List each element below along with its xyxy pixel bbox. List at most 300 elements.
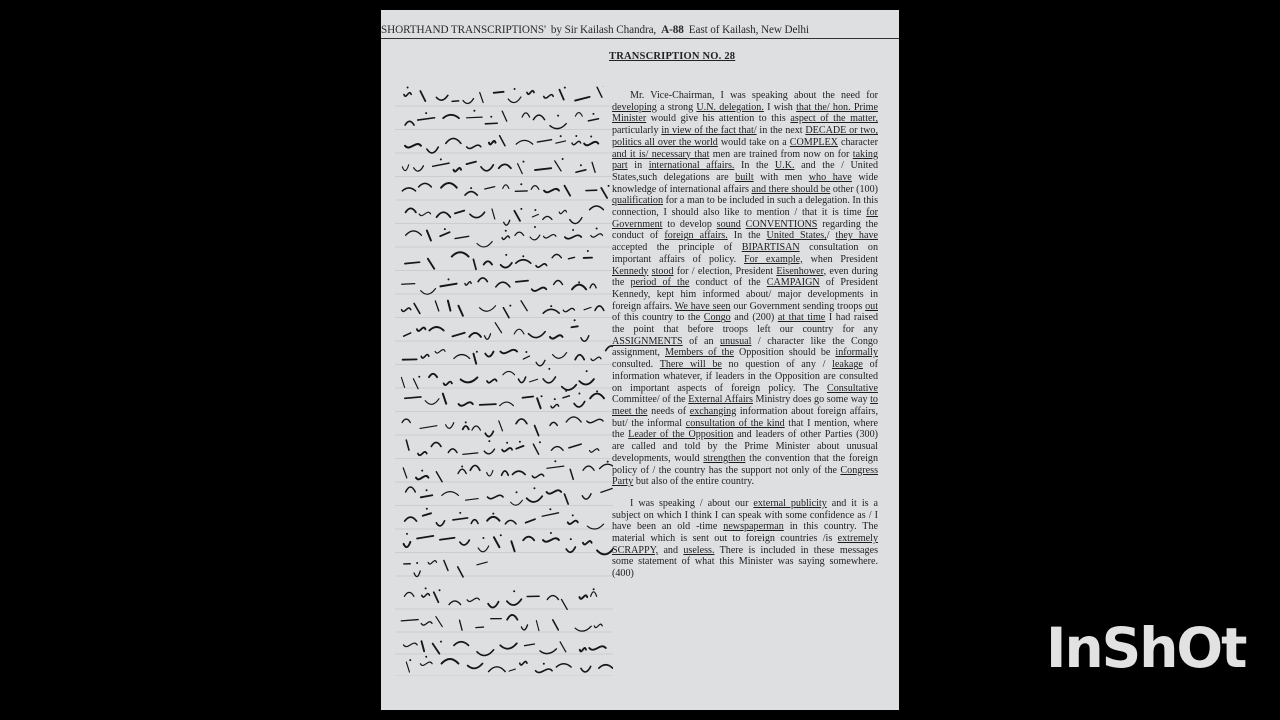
shorthand-stroke <box>516 260 531 263</box>
shorthand-dot <box>578 392 580 394</box>
shorthand-dot <box>490 116 492 118</box>
shorthand-stroke <box>500 643 516 648</box>
shorthand-stroke <box>423 513 431 515</box>
shorthand-stroke <box>523 356 529 359</box>
underlined-phrase: Leader of the Opposition <box>628 429 734 441</box>
shorthand-stroke <box>417 328 426 331</box>
underlined-phrase: and there should be <box>751 183 831 195</box>
shorthand-stroke <box>590 206 604 210</box>
shorthand-stroke <box>595 306 604 310</box>
underlined-phrase: DECADE or two, <box>805 125 878 137</box>
shorthand-stroke <box>587 419 603 422</box>
shorthand-stroke <box>566 417 581 422</box>
text-run: particularly <box>612 125 662 137</box>
shorthand-stroke <box>507 599 521 605</box>
shorthand-stroke <box>514 211 520 221</box>
shorthand-dot <box>543 663 545 665</box>
shorthand-stroke <box>402 188 415 191</box>
shorthand-stroke <box>460 620 463 630</box>
shorthand-stroke <box>499 421 503 431</box>
shorthand-stroke <box>550 422 557 425</box>
shorthand-stroke <box>465 282 471 285</box>
shorthand-stroke <box>531 186 539 190</box>
shorthand-stroke <box>569 444 581 448</box>
shorthand-dot <box>562 158 564 160</box>
shorthand-stroke <box>532 474 543 477</box>
shorthand-dot <box>596 390 598 392</box>
text-run: / character like the Congo assignment, <box>612 335 878 359</box>
shorthand-dot <box>607 461 609 463</box>
shorthand-dot <box>459 512 461 514</box>
shorthand-dot <box>407 86 409 88</box>
shorthand-stroke <box>421 289 436 295</box>
underlined-phrase: unusual <box>720 335 752 347</box>
shorthand-stroke <box>405 517 417 521</box>
shorthand-stroke <box>418 452 427 455</box>
underlined-phrase: For example, <box>744 253 803 265</box>
text-run: information about foreign affairs, but/ the informal <box>612 405 878 429</box>
shorthand-stroke <box>563 308 574 311</box>
underlined-phrase: foreign affairs. <box>664 230 728 242</box>
shorthand-stroke <box>480 306 496 312</box>
shorthand-stroke <box>520 662 527 665</box>
shorthand-stroke <box>524 644 534 646</box>
shorthand-stroke <box>436 617 442 627</box>
shorthand-stroke <box>452 333 464 337</box>
shorthand-stroke <box>489 141 496 144</box>
shorthand-dot <box>570 538 572 540</box>
shorthand-stroke <box>501 263 512 268</box>
shorthand-dot <box>418 376 420 378</box>
underlined-phrase: U.K. <box>774 160 795 172</box>
text-run: the convention that the foreign policy of / the country has the support not only of the <box>612 452 878 476</box>
text-run: no question of any / <box>721 359 833 371</box>
document-page <box>381 10 899 710</box>
shorthand-stroke <box>402 308 411 311</box>
shorthand-stroke <box>478 278 487 282</box>
underlined-phrase: they have <box>835 230 878 242</box>
shorthand-stroke <box>480 404 496 405</box>
shorthand-stroke <box>416 476 428 479</box>
shorthand-stroke <box>587 524 603 529</box>
shorthand-stroke <box>515 232 524 235</box>
shorthand-stroke <box>550 124 566 129</box>
text-run: There is included in these messages some statement of what this Minister was saying somewhere. (400) <box>612 544 878 580</box>
shorthand-stroke <box>544 189 559 192</box>
shorthand-stroke <box>487 471 493 476</box>
shorthand-stroke <box>419 212 430 215</box>
shorthand-stroke <box>505 520 516 524</box>
shorthand-dot <box>586 370 588 372</box>
text-run: with men <box>753 171 809 183</box>
shorthand-stroke <box>521 625 527 630</box>
shorthand-dot <box>554 460 556 462</box>
shorthand-stroke <box>499 164 511 168</box>
shorthand-dot <box>488 440 490 442</box>
shorthand-dot <box>534 209 536 211</box>
shorthand-stroke <box>440 232 449 236</box>
shorthand-dot <box>564 87 566 89</box>
shorthand-dot <box>476 351 478 353</box>
shorthand-stroke <box>453 518 468 520</box>
shorthand-stroke <box>420 426 437 429</box>
shorthand-stroke <box>561 599 567 609</box>
text-run: consultation on important affairs of policy. <box>612 242 878 265</box>
shorthand-stroke <box>543 235 555 238</box>
shorthand-stroke <box>532 214 538 217</box>
shorthand-stroke <box>458 306 462 316</box>
underlined-phrase: strengthen <box>703 452 746 464</box>
text-run: consulted. <box>612 359 660 371</box>
header-code: A-88 <box>661 24 684 36</box>
shorthand-stroke <box>449 601 461 605</box>
shorthand-stroke <box>420 662 432 665</box>
text-run: and (200) <box>730 312 778 324</box>
shorthand-stroke <box>536 264 547 267</box>
shorthand-stroke <box>500 350 517 353</box>
shorthand-dot <box>448 278 450 280</box>
shorthand-stroke <box>575 626 591 631</box>
shorthand-stroke <box>463 453 478 454</box>
shorthand-stroke <box>568 257 574 258</box>
shorthand-stroke <box>448 301 451 311</box>
shorthand-dot <box>520 183 522 185</box>
shorthand-stroke <box>547 490 562 493</box>
shorthand-stroke <box>528 332 545 338</box>
text-run: Mr. Vice-Chairman, I was speaking about the need for <box>630 90 878 101</box>
shorthand-stroke <box>455 236 469 238</box>
shorthand-stroke <box>406 208 416 212</box>
shorthand-stroke <box>404 542 411 547</box>
shorthand-stroke <box>543 216 552 219</box>
shorthand-stroke <box>584 307 591 309</box>
shorthand-stroke <box>560 642 566 652</box>
text-run: to develop <box>662 218 717 230</box>
shorthand-outlines <box>395 86 613 676</box>
text-run: even during the <box>612 265 878 289</box>
shorthand-dot <box>514 88 516 90</box>
shorthand-stroke <box>443 115 459 118</box>
underlined-phrase: and it is/ necessary that <box>612 148 710 160</box>
header-rule <box>381 38 899 39</box>
shorthand-stroke <box>564 186 570 196</box>
shorthand-stroke <box>516 419 527 424</box>
underlined-phrase: CAMPAIGN <box>766 277 820 289</box>
text-run: I was speaking / about our <box>630 497 754 509</box>
shorthand-stroke <box>484 449 494 454</box>
shorthand-stroke <box>530 235 540 240</box>
shorthand-stroke <box>446 138 461 143</box>
text-run: accepted the principle of <box>612 242 742 254</box>
shorthand-stroke <box>484 261 492 264</box>
underlined-phrase: exchanging <box>689 405 737 417</box>
shorthand-stroke <box>533 115 544 120</box>
shorthand-stroke <box>601 188 607 198</box>
shorthand-dot <box>425 112 427 114</box>
shorthand-stroke <box>454 642 469 646</box>
shorthand-dot <box>565 390 567 392</box>
shorthand-stroke <box>405 397 421 398</box>
shorthand-stroke <box>458 469 466 473</box>
shorthand-dot <box>522 161 524 163</box>
shorthand-stroke <box>536 360 545 366</box>
shorthand-dot <box>572 229 574 231</box>
shorthand-dot <box>522 255 524 257</box>
shorthand-stroke <box>466 499 479 501</box>
shorthand-dot <box>426 489 428 491</box>
shorthand-stroke <box>485 352 493 357</box>
shorthand-stroke <box>592 162 595 172</box>
shorthand-stroke <box>518 164 523 174</box>
shorthand-dot <box>520 208 522 210</box>
text-run: other (100) <box>830 183 879 195</box>
shorthand-stroke <box>421 641 424 651</box>
shorthand-stroke <box>461 377 478 382</box>
shorthand-stroke <box>565 235 581 238</box>
shorthand-stroke <box>406 231 422 235</box>
shorthand-stroke <box>401 377 404 387</box>
shorthand-stroke <box>485 431 493 436</box>
shorthand-stroke <box>404 592 413 596</box>
text-run: that I mention, where the <box>612 417 878 441</box>
shorthand-stroke <box>402 165 408 171</box>
underlined-phrase: Congress Party <box>612 464 878 488</box>
shorthand-stroke <box>571 326 577 327</box>
shorthand-dot <box>590 136 592 138</box>
shorthand-stroke <box>553 353 567 359</box>
shorthand-stroke <box>470 212 485 217</box>
shorthand-dot <box>444 228 446 230</box>
underlined-phrase: informally <box>835 347 878 359</box>
shorthand-dot <box>539 441 541 443</box>
shorthand-stroke <box>431 442 441 446</box>
shorthand-stroke <box>502 471 509 475</box>
shorthand-stroke <box>473 259 476 269</box>
header-title: SHORTHAND TRANSCRIPTIONS' <box>381 24 546 36</box>
text-run: conduct of the <box>689 277 767 289</box>
underlined-phrase: COMPLEX <box>789 136 838 148</box>
shorthand-dot <box>506 442 508 444</box>
underlined-phrase: that the/ hon. Prime Minister <box>612 101 878 125</box>
shorthand-stroke <box>526 519 535 523</box>
underlined-phrase: U.N. delegation. <box>696 101 764 113</box>
shorthand-stroke <box>552 254 561 257</box>
text-run: a strong <box>656 101 697 113</box>
shorthand-stroke <box>527 496 543 502</box>
shorthand-dot <box>587 250 589 252</box>
shorthand-dot <box>505 254 507 256</box>
shorthand-dot <box>549 508 551 510</box>
text-run: I had raised the point that before troops left our country for any <box>612 312 878 336</box>
shorthand-stroke <box>477 241 492 246</box>
shorthand-dot <box>440 641 442 643</box>
underlined-phrase: Eisenhower, <box>776 265 827 277</box>
shorthand-stroke <box>597 548 613 554</box>
underlined-phrase: taking part <box>612 148 878 172</box>
text-run: Ministry does go some way <box>752 394 871 406</box>
shorthand-stroke <box>536 669 553 672</box>
shorthand-stroke <box>454 168 461 171</box>
shorthand-stroke <box>440 284 456 287</box>
shorthand-dot <box>519 441 521 443</box>
shorthand-stroke <box>581 666 591 672</box>
shorthand-stroke <box>467 145 481 148</box>
shorthand-stroke <box>458 567 463 577</box>
shorthand-stroke <box>535 426 539 436</box>
underlined-phrase: sound <box>716 218 741 230</box>
shorthand-dot <box>548 368 550 370</box>
shorthand-stroke <box>566 547 575 552</box>
shorthand-stroke <box>436 521 444 526</box>
shorthand-stroke <box>495 323 501 333</box>
shorthand-stroke <box>463 99 474 104</box>
shorthand-stroke <box>591 357 601 360</box>
underlined-phrase: developing <box>612 101 657 113</box>
shorthand-stroke <box>454 355 470 359</box>
underlined-phrase: BIPARTISAN <box>741 242 800 254</box>
underlined-phrase: United States, <box>766 230 827 242</box>
shorthand-stroke <box>594 624 602 627</box>
shorthand-stroke <box>576 170 586 172</box>
underlined-phrase: Congo <box>703 312 731 324</box>
shorthand-stroke <box>485 187 495 189</box>
shorthand-stroke <box>575 97 589 101</box>
underlined-phrase: international affairs. <box>648 160 735 172</box>
text-run: Committee/ of the <box>612 394 689 406</box>
shorthand-stroke <box>564 494 568 504</box>
shorthand-stroke <box>508 97 521 103</box>
text-run: character <box>837 136 878 148</box>
shorthand-dot <box>509 305 511 307</box>
shorthand-stroke <box>554 280 563 284</box>
shorthand-dot <box>550 305 552 307</box>
text-run: needs of <box>647 405 690 417</box>
shorthand-stroke <box>442 659 459 664</box>
shorthand-stroke <box>443 394 446 404</box>
shorthand-stroke <box>414 166 424 171</box>
shorthand-stroke <box>574 401 585 406</box>
shorthand-stroke <box>542 513 558 516</box>
shorthand-dot <box>409 659 411 661</box>
shorthand-stroke <box>522 396 533 397</box>
shorthand-stroke <box>476 627 484 628</box>
shorthand-stroke <box>511 541 514 551</box>
shorthand-stroke <box>444 560 448 570</box>
shorthand-stroke <box>509 669 515 671</box>
shorthand-stroke <box>460 540 469 545</box>
shorthand-stroke <box>480 92 483 102</box>
shorthand-stroke <box>428 561 436 564</box>
shorthand-stroke <box>494 537 500 547</box>
header-address: East of Kailash, New Delhi <box>688 24 809 36</box>
shorthand-stroke <box>563 396 569 398</box>
shorthand-stroke <box>575 355 584 360</box>
shorthand-stroke <box>467 117 483 118</box>
shorthand-dot <box>550 532 552 534</box>
shorthand-stroke <box>556 141 566 143</box>
shorthand-dot <box>533 487 535 489</box>
text-run: of President Kennedy, kept him informed about/ major developments in foreign affairs. <box>612 277 878 312</box>
shorthand-stroke <box>502 111 507 121</box>
shorthand-stroke <box>436 95 447 100</box>
shorthand-stroke <box>487 379 497 382</box>
shorthand-stroke <box>429 374 437 377</box>
header-author: by Sir Kailash Chandra, <box>550 24 657 36</box>
shorthand-stroke <box>502 448 512 451</box>
shorthand-stroke <box>420 91 425 101</box>
shorthand-dot <box>473 110 475 112</box>
transcription-title: TRANSCRIPTION NO. 28 <box>609 51 736 62</box>
shorthand-stroke <box>405 121 414 125</box>
shorthand-stroke <box>511 500 523 505</box>
underlined-phrase: in view of the fact that/ <box>661 125 757 137</box>
shorthand-stroke <box>434 592 439 602</box>
underlined-phrase: External Affairs <box>688 394 753 406</box>
shorthand-stroke <box>419 183 432 187</box>
shorthand-stroke <box>591 592 597 597</box>
shorthand-stroke <box>477 650 494 656</box>
text-run: of an <box>682 335 721 347</box>
shorthand-stroke <box>401 620 418 621</box>
shorthand-stroke <box>436 472 442 482</box>
text-run: Opposition should be <box>733 347 836 359</box>
underlined-phrase: out <box>865 300 878 312</box>
text-run: of this country to the <box>612 312 704 324</box>
underlined-phrase: consultation of the kind <box>685 417 785 429</box>
shorthand-dot <box>439 589 441 591</box>
shorthand-stroke <box>425 399 439 405</box>
shorthand-stroke <box>580 648 586 651</box>
text-run: for / election, President <box>673 265 777 277</box>
shorthand-dot <box>596 227 598 229</box>
shorthand-stroke <box>402 284 415 285</box>
shorthand-stroke <box>570 218 582 224</box>
shorthand-dot <box>516 491 518 493</box>
shorthand-stroke <box>484 334 490 340</box>
shorthand-stroke <box>514 329 524 334</box>
shorthand-stroke <box>543 377 555 383</box>
shorthand-stroke <box>403 643 417 646</box>
underlined-phrase: extremely <box>837 533 878 545</box>
shorthand-stroke <box>441 183 457 188</box>
shorthand-stroke <box>551 404 559 407</box>
shorthand-stroke <box>466 162 476 164</box>
shorthand-stroke <box>562 385 577 390</box>
shorthand-dot <box>525 351 527 353</box>
text-run: I wish <box>763 101 797 113</box>
underlined-phrase: qualification <box>612 195 664 207</box>
shorthand-stroke <box>583 466 594 470</box>
text-run: wide knowledge of international affairs <box>612 171 878 195</box>
shorthand-stroke <box>470 465 480 470</box>
shorthand-stroke <box>559 90 563 100</box>
shorthand-stroke <box>555 161 561 171</box>
shorthand-stroke <box>481 165 493 171</box>
shorthand-stroke <box>404 93 411 96</box>
shorthand-dot <box>593 588 595 590</box>
shorthand-dot <box>541 395 543 397</box>
shorthand-stroke <box>485 123 497 124</box>
shorthand-stroke <box>597 87 602 97</box>
underlined-phrase: period of the <box>630 277 690 289</box>
shorthand-dot <box>470 187 472 189</box>
shorthand-stroke <box>507 615 517 620</box>
shorthand-stroke <box>433 163 449 166</box>
text-run: and it is a subject on which I think I can speak with some confidence as / I have been an old -time <box>612 497 878 533</box>
text-run: in <box>627 160 649 172</box>
shorthand-stroke <box>572 285 586 290</box>
shorthand-dot <box>554 398 556 400</box>
